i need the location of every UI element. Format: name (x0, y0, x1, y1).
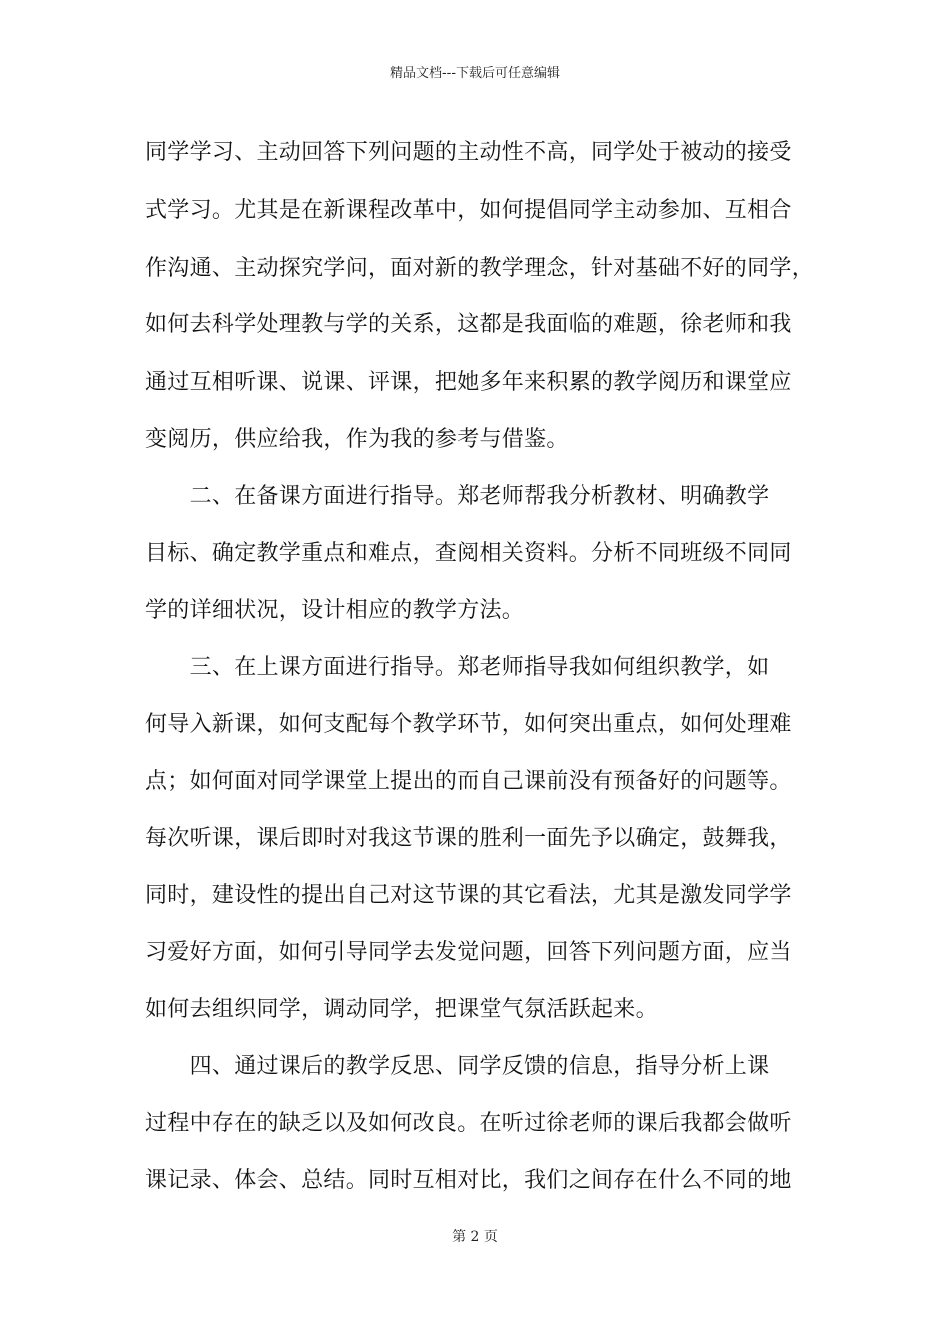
text-line: 作沟通、主动探究学问，面对新的教学理念，针对基础不好的同学， (145, 256, 815, 281)
text-line: 学的详细状况，设计相应的教学方法。 (145, 598, 525, 623)
text-line: 习爱好方面，如何引导同学去发觉问题，回答下列问题方面，应当 (145, 940, 792, 965)
page-number: 第 2 页 (452, 1229, 498, 1245)
text-line: 每次听课，课后即时对我这节课的胜利一面先予以确定，鼓舞我， (145, 826, 792, 851)
text-line: 如何去组织同学，调动同学，把课堂气氛活跃起来。 (145, 997, 658, 1022)
text-line: 过程中存在的缺乏以及如何改良。在听过徐老师的课后我都会做听 (145, 1111, 792, 1136)
text-line: 同时，建设性的提出自己对这节课的其它看法，尤其是激发同学学 (145, 883, 792, 908)
text-line: 何导入新课，如何支配每个教学环节，如何突出重点，如何处理难 (145, 712, 792, 737)
text-line: 目标、确定教学重点和难点，查阅相关资料。分析不同班级不同同 (145, 541, 792, 566)
text-line: 通过互相听课、说课、评课，把她多年来积累的教学阅历和课堂应 (145, 370, 792, 395)
text-line: 同学学习、主动回答下列问题的主动性不高，同学处于被动的接受 (145, 140, 792, 165)
text-line: 课记录、体会、总结。同时互相对比，我们之间存在什么不同的地 (145, 1168, 792, 1193)
text-line: 点；如何面对同学课堂上提出的而自己课前没有预备好的问题等。 (145, 769, 792, 794)
page-header: 精品文档---下载后可任意编辑 (389, 66, 561, 81)
text-line: 变阅历，供应给我，作为我的参考与借鉴。 (145, 427, 569, 452)
text-line: 三、在上课方面进行指导。郑老师指导我如何组织教学，如 (145, 655, 770, 680)
text-line: 式学习。尤其是在新课程改革中，如何提倡同学主动参加、互相合 (145, 198, 792, 223)
text-line: 如何去科学处理教与学的关系，这都是我面临的难题，徐老师和我 (145, 312, 792, 337)
text-line: 二、在备课方面进行指导。郑老师帮我分析教材、明确教学 (145, 484, 770, 509)
text-line: 四、通过课后的教学反思、同学反馈的信息，指导分析上课 (145, 1054, 770, 1079)
